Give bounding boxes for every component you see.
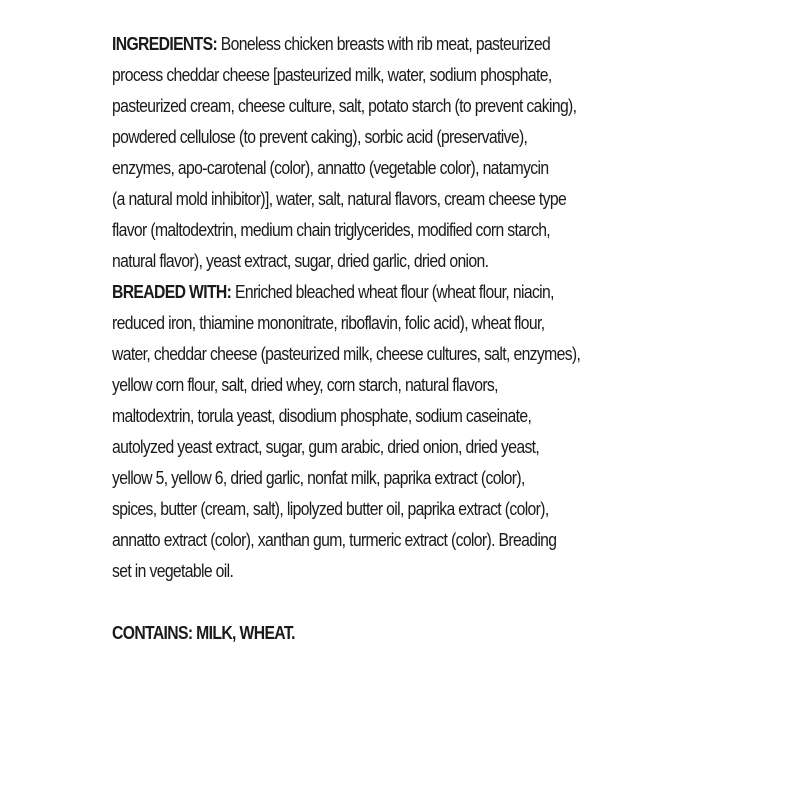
ingredients-heading: INGREDIENTS: bbox=[112, 33, 218, 54]
breaded-with-line: yellow corn flour, salt, dried whey, corn starch, natural flavors, bbox=[112, 374, 498, 395]
breaded-with-line: set in vegetable oil. bbox=[112, 560, 234, 581]
allergen-statement: CONTAINS: MILK, WHEAT. bbox=[112, 622, 295, 643]
breaded-with-line bbox=[112, 276, 605, 307]
ingredients-line: powdered cellulose (to prevent caking), sorbic acid (preservative), bbox=[112, 126, 528, 147]
ingredient-label bbox=[112, 28, 692, 648]
breaded-with-line: spices, butter (cream, salt), lipolyzed butter oil, paprika extract (color), bbox=[112, 498, 549, 519]
ingredients-line: pasteurized cream, cheese culture, salt, potato starch (to prevent caking), bbox=[112, 95, 577, 116]
section-spacer bbox=[112, 586, 692, 617]
breaded-with-line: annatto extract (color), xanthan gum, turmeric extract (color). Breading bbox=[112, 529, 557, 550]
breaded-with-line: yellow 5, yellow 6, dried garlic, nonfat milk, paprika extract (color), bbox=[112, 467, 525, 488]
ingredients-text: Boneless chicken breasts with rib meat, pasteurized bbox=[217, 33, 551, 54]
ingredients-line: natural flavor), yeast extract, sugar, dried garlic, dried onion. bbox=[112, 250, 489, 271]
breaded-with-line: water, cheddar cheese (pasteurized milk, cheese cultures, salt, enzymes), bbox=[112, 343, 581, 364]
breaded-with-heading: BREADED WITH: bbox=[112, 281, 232, 302]
ingredients-line: flavor (maltodextrin, medium chain triglycerides, modified corn starch, bbox=[112, 219, 551, 240]
ingredients-line: enzymes, apo-carotenal (color), annatto (vegetable color), natamycin bbox=[112, 157, 549, 178]
breaded-with-line: autolyzed yeast extract, sugar, gum arabic, dried onion, dried yeast, bbox=[112, 436, 540, 457]
ingredients-line bbox=[112, 28, 605, 59]
breaded-with-line: maltodextrin, torula yeast, disodium phosphate, sodium caseinate, bbox=[112, 405, 532, 426]
ingredients-line: (a natural mold inhibitor)], water, salt, natural flavors, cream cheese type bbox=[112, 188, 567, 209]
ingredients-line: process cheddar cheese [pasteurized milk, water, sodium phosphate, bbox=[112, 64, 552, 85]
breaded-with-text: Enriched bleached wheat flour (wheat flour, niacin, bbox=[231, 281, 554, 302]
breaded-with-line: reduced iron, thiamine mononitrate, riboflavin, folic acid), wheat flour, bbox=[112, 312, 545, 333]
